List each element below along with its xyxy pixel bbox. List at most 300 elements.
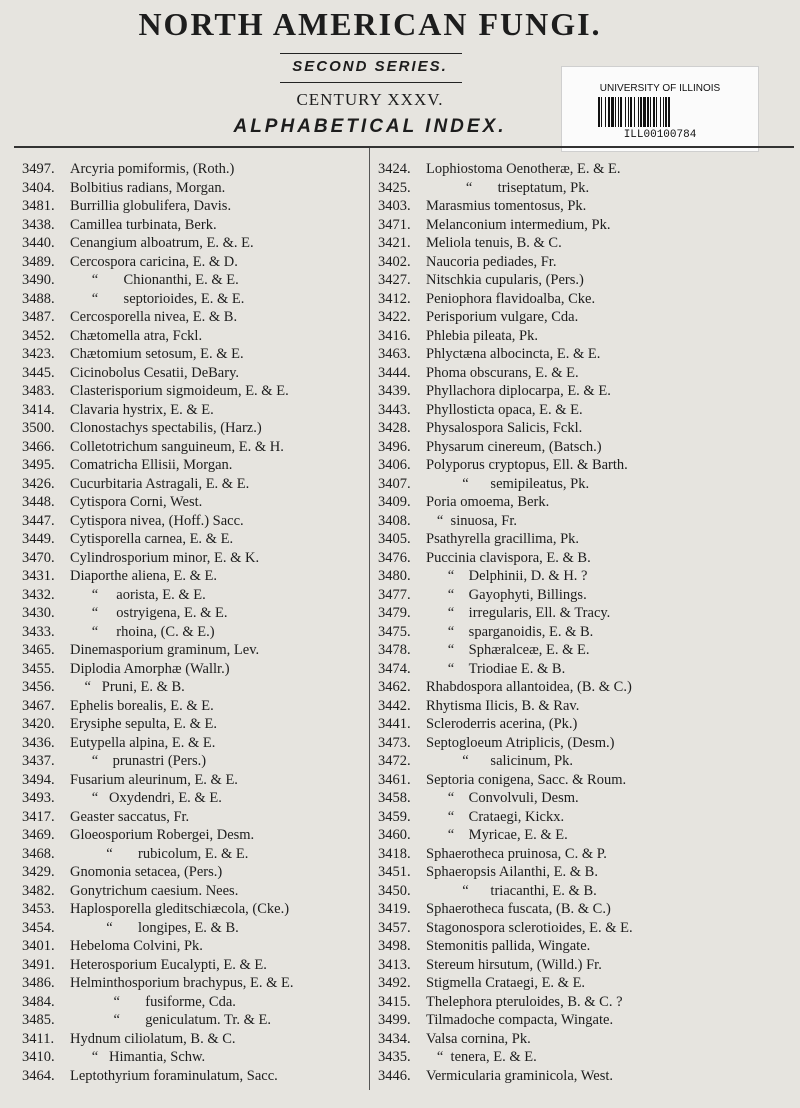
index-entry bbox=[378, 327, 794, 346]
entry-species: “ Chionanthi, E. & E. bbox=[70, 272, 239, 288]
entry-number: 3456. bbox=[22, 679, 55, 695]
entry-species: Stagonospora sclerotioides, E. & E. bbox=[426, 919, 633, 936]
entry-species: Lophiostoma Oenotheræ, E. & E. bbox=[426, 161, 621, 177]
entry-species: Dinemasporium graminum, Lev. bbox=[70, 642, 260, 658]
entry-number: 3460. bbox=[378, 827, 411, 843]
index-entry bbox=[378, 549, 794, 568]
entry-species: Hydnum ciliolatum, B. & C. bbox=[70, 1030, 236, 1047]
entry-species: Rhabdospora allantoidea, (B. & C.) bbox=[426, 679, 632, 695]
entry-number: 3457. bbox=[378, 919, 411, 936]
entry-number: 3470. bbox=[22, 549, 55, 566]
title-rule bbox=[280, 53, 462, 54]
entry-number: 3491. bbox=[22, 956, 55, 973]
entry-number: 3496. bbox=[378, 438, 411, 455]
entry-species: Phoma obscurans, E. & E. bbox=[426, 364, 579, 381]
entry-species: Phyllosticta opaca, E. & E. bbox=[426, 401, 583, 418]
entry-species: Burrillia globulifera, Davis. bbox=[70, 198, 232, 214]
entry-species: Bolbitius radians, Morgan. bbox=[70, 179, 226, 196]
entry-number: 3423. bbox=[22, 346, 55, 362]
index-entry bbox=[22, 1048, 368, 1067]
entry-species: Cytisporella carnea, E. & E. bbox=[70, 531, 234, 547]
index-entry bbox=[22, 919, 368, 938]
entry-species: Cucurbitaria Astragali, E. & E. bbox=[70, 475, 250, 492]
index-entry bbox=[378, 900, 794, 919]
entry-species: Gonytrichum caesium. Nees. bbox=[70, 882, 239, 899]
index-entry bbox=[22, 863, 368, 882]
index-entry bbox=[22, 993, 368, 1012]
entry-number: 3422. bbox=[378, 309, 411, 325]
series-rule bbox=[280, 82, 462, 83]
entry-species: “ sparganoidis, E. & B. bbox=[426, 623, 594, 640]
index-entry bbox=[22, 475, 368, 494]
index-entry bbox=[22, 364, 368, 383]
index-entry bbox=[22, 438, 368, 457]
index-entry bbox=[378, 234, 794, 253]
entry-species: Physarum cinereum, (Batsch.) bbox=[426, 438, 602, 455]
index-entry bbox=[22, 234, 368, 253]
entry-number: 3431. bbox=[22, 568, 55, 584]
index-entry bbox=[378, 826, 794, 845]
entry-species: “ Myricae, E. & E. bbox=[426, 827, 568, 843]
entry-species: Chætomium setosum, E. & E. bbox=[70, 346, 244, 362]
index-entry bbox=[22, 882, 368, 901]
index-entry bbox=[378, 456, 794, 475]
index-entry bbox=[22, 641, 368, 660]
entry-species: Polyporus cryptopus, Ell. & Barth. bbox=[426, 457, 628, 473]
entry-number: 3437. bbox=[22, 753, 55, 769]
index-entry bbox=[22, 956, 368, 975]
entry-species: Phlyctæna albocincta, E. & E. bbox=[426, 346, 601, 362]
entry-number: 3494. bbox=[22, 771, 55, 788]
entry-number: 3414. bbox=[22, 401, 55, 418]
index-entry bbox=[22, 179, 368, 198]
entry-number: 3466. bbox=[22, 438, 55, 455]
entry-species: Cicinobolus Cesatii, DeBary. bbox=[70, 364, 240, 381]
entry-number: 3497. bbox=[22, 161, 55, 177]
entry-species: Helminthosporium brachypus, E. & E. bbox=[70, 975, 294, 991]
index-entry bbox=[378, 660, 794, 679]
index-entry bbox=[22, 623, 368, 642]
index-heading: ALPHABETICAL INDEX. bbox=[233, 116, 507, 137]
index-entry bbox=[378, 179, 794, 198]
entry-number: 3483. bbox=[22, 383, 55, 399]
entry-number: 3458. bbox=[378, 790, 411, 806]
index-entry bbox=[378, 1011, 794, 1030]
entry-number: 3440. bbox=[22, 235, 55, 251]
index-entry bbox=[378, 438, 794, 457]
header-rule bbox=[14, 146, 794, 148]
entry-number: 3447. bbox=[22, 512, 55, 529]
index-entry bbox=[378, 530, 794, 549]
index-entry bbox=[22, 1011, 368, 1030]
entry-species: Sphaerotheca pruinosa, C. & P. bbox=[426, 845, 607, 862]
entry-species: Fusarium aleurinum, E. & E. bbox=[70, 771, 238, 788]
index-entry bbox=[378, 697, 794, 716]
index-entry bbox=[22, 345, 368, 364]
barcode-icon bbox=[598, 97, 722, 127]
entry-number: 3481. bbox=[22, 198, 55, 214]
index-entry bbox=[378, 364, 794, 383]
library-barcode-label bbox=[561, 66, 759, 152]
index-entry bbox=[378, 160, 794, 179]
entry-species: “ triacanthi, E. & B. bbox=[426, 882, 597, 899]
entry-number: 3401. bbox=[22, 938, 55, 954]
entry-number: 3479. bbox=[378, 605, 411, 621]
entry-species: “ Crataegi, Kickx. bbox=[426, 808, 565, 825]
entry-species: Cercosporella nivea, E. & B. bbox=[70, 309, 238, 325]
entry-species: Cytispora nivea, (Hoff.) Sacc. bbox=[70, 512, 244, 529]
entry-number: 3407. bbox=[378, 475, 411, 492]
index-entry bbox=[378, 401, 794, 420]
entry-number: 3459. bbox=[378, 808, 411, 825]
index-entry bbox=[22, 401, 368, 420]
index-entry bbox=[22, 197, 368, 216]
entry-number: 3495. bbox=[22, 457, 55, 473]
index-column-right bbox=[378, 160, 794, 1085]
entry-number: 3462. bbox=[378, 679, 411, 695]
index-entry bbox=[378, 493, 794, 512]
entry-number: 3426. bbox=[22, 475, 55, 492]
index-entry bbox=[378, 197, 794, 216]
index-entry bbox=[22, 567, 368, 586]
entry-number: 3442. bbox=[378, 697, 411, 714]
entry-number: 3411. bbox=[22, 1030, 55, 1047]
barcode-number: ILL00100784 bbox=[623, 129, 697, 141]
entry-species: Ephelis borealis, E. & E. bbox=[70, 697, 214, 714]
index-entry bbox=[378, 1067, 794, 1086]
entry-species: Clonostachys spectabilis, (Harz.) bbox=[70, 420, 262, 436]
index-entry bbox=[378, 882, 794, 901]
index-entry bbox=[378, 475, 794, 494]
entry-species: “ triseptatum, Pk. bbox=[426, 179, 590, 196]
entry-number: 3477. bbox=[378, 586, 411, 603]
entry-species: Geaster saccatus, Fr. bbox=[70, 808, 190, 825]
entry-number: 3454. bbox=[22, 919, 55, 936]
index-entry bbox=[378, 863, 794, 882]
entry-species: Sphaeropsis Ailanthi, E. & B. bbox=[426, 864, 598, 880]
entry-number: 3443. bbox=[378, 401, 411, 418]
index-entry bbox=[378, 1048, 794, 1067]
index-entry bbox=[22, 216, 368, 235]
index-entry bbox=[22, 327, 368, 346]
index-entry bbox=[22, 734, 368, 753]
entry-species: Poria omoema, Berk. bbox=[426, 494, 550, 510]
index-entry bbox=[22, 826, 368, 845]
index-entry bbox=[22, 512, 368, 531]
index-entry bbox=[22, 1067, 368, 1086]
entry-number: 3434. bbox=[378, 1030, 411, 1047]
entry-number: 3425. bbox=[378, 179, 411, 196]
index-entry bbox=[378, 715, 794, 734]
entry-species: “ irregularis, Ell. & Tracy. bbox=[426, 605, 611, 621]
entry-number: 3455. bbox=[22, 660, 55, 677]
index-entry bbox=[22, 160, 368, 179]
index-entry bbox=[22, 493, 368, 512]
entry-species: “ sinuosa, Fr. bbox=[426, 512, 518, 529]
entry-number: 3492. bbox=[378, 975, 411, 991]
index-entry bbox=[378, 752, 794, 771]
index-entry bbox=[378, 271, 794, 290]
entry-number: 3427. bbox=[378, 272, 411, 288]
entry-species: Vermicularia graminicola, West. bbox=[426, 1067, 613, 1084]
entry-species: Hebeloma Colvini, Pk. bbox=[70, 938, 203, 954]
entry-number: 3406. bbox=[378, 457, 411, 473]
entry-species: Stigmella Crataegi, E. & E. bbox=[426, 975, 586, 991]
index-entry bbox=[378, 678, 794, 697]
entry-number: 3499. bbox=[378, 1012, 411, 1028]
entry-species: “ Triodiae E. & B. bbox=[426, 660, 566, 677]
index-entry bbox=[378, 382, 794, 401]
index-entry bbox=[22, 974, 368, 993]
page-title: NORTH AMERICAN FUNGI. bbox=[138, 6, 602, 42]
entry-number: 3486. bbox=[22, 975, 55, 991]
entry-species: Chætomella atra, Fckl. bbox=[70, 327, 203, 344]
entry-species: “ Pruni, E. & B. bbox=[70, 679, 185, 695]
index-entry bbox=[22, 789, 368, 808]
entry-species: “ Convolvuli, Desm. bbox=[426, 790, 579, 806]
index-entry bbox=[378, 216, 794, 235]
entry-number: 3471. bbox=[378, 216, 411, 233]
entry-number: 3490. bbox=[22, 272, 55, 288]
entry-number: 3485. bbox=[22, 1012, 55, 1028]
entry-number: 3489. bbox=[22, 253, 55, 270]
index-entry bbox=[22, 845, 368, 864]
entry-number: 3451. bbox=[378, 864, 411, 880]
index-entry bbox=[22, 308, 368, 327]
entry-number: 3473. bbox=[378, 734, 411, 751]
index-entry bbox=[378, 623, 794, 642]
index-entry bbox=[22, 253, 368, 272]
entry-species: Valsa cornina, Pk. bbox=[426, 1030, 531, 1047]
entry-number: 3474. bbox=[378, 660, 411, 677]
entry-species: Stereum hirsutum, (Willd.) Fr. bbox=[426, 956, 602, 973]
entry-species: Eutypella alpina, E. & E. bbox=[70, 734, 216, 751]
entry-number: 3493. bbox=[22, 790, 55, 806]
index-entry bbox=[378, 641, 794, 660]
index-entry bbox=[22, 586, 368, 605]
barcode-institution: UNIVERSITY OF ILLINOIS bbox=[599, 83, 721, 94]
entry-number: 3475. bbox=[378, 623, 411, 640]
series-heading: SECOND SERIES. bbox=[292, 58, 448, 75]
entry-species: “ rhoina, (C. & E.) bbox=[70, 623, 215, 640]
entry-species: “ geniculatum. Tr. & E. bbox=[70, 1012, 271, 1028]
index-entry bbox=[378, 956, 794, 975]
index-entry bbox=[22, 900, 368, 919]
entry-number: 3417. bbox=[22, 808, 55, 825]
index-entry bbox=[378, 586, 794, 605]
entry-species: Psathyrella gracillima, Pk. bbox=[426, 531, 580, 547]
entry-number: 3482. bbox=[22, 882, 55, 899]
entry-species: Colletotrichum sanguineum, E. & H. bbox=[70, 438, 284, 455]
entry-species: Scleroderris acerina, (Pk.) bbox=[426, 716, 578, 732]
entry-number: 3478. bbox=[378, 642, 411, 658]
entry-number: 3472. bbox=[378, 753, 411, 769]
entry-species: “ Oxydendri, E. & E. bbox=[70, 790, 222, 806]
index-entry bbox=[378, 512, 794, 531]
entry-species: Gloeosporium Robergei, Desm. bbox=[70, 827, 255, 843]
entry-species: Camillea turbinata, Berk. bbox=[70, 216, 217, 233]
index-entry bbox=[22, 771, 368, 790]
index-entry bbox=[378, 734, 794, 753]
index-entry bbox=[22, 604, 368, 623]
index-entry bbox=[22, 678, 368, 697]
entry-species: Rhytisma Ilicis, B. & Rav. bbox=[426, 697, 580, 714]
index-entry bbox=[378, 789, 794, 808]
entry-number: 3415. bbox=[378, 993, 411, 1010]
entry-number: 3428. bbox=[378, 420, 411, 436]
entry-number: 3469. bbox=[22, 827, 55, 843]
entry-species: Clasterisporium sigmoideum, E. & E. bbox=[70, 383, 289, 399]
index-entry bbox=[378, 567, 794, 586]
entry-species: Septogloeum Atriplicis, (Desm.) bbox=[426, 734, 615, 751]
entry-number: 3402. bbox=[378, 253, 411, 270]
index-entry bbox=[378, 993, 794, 1012]
entry-number: 3441. bbox=[378, 716, 411, 732]
entry-number: 3413. bbox=[378, 956, 411, 973]
entry-number: 3476. bbox=[378, 549, 411, 566]
entry-number: 3487. bbox=[22, 309, 55, 325]
index-column-left bbox=[22, 160, 368, 1085]
index-entry bbox=[378, 937, 794, 956]
entry-species: Puccinia clavispora, E. & B. bbox=[426, 549, 591, 566]
entry-species: Naucoria pediades, Fr. bbox=[426, 253, 557, 270]
entry-species: “ ostryigena, E. & E. bbox=[70, 605, 228, 621]
entry-number: 3408. bbox=[378, 512, 411, 529]
entry-species: “ Delphinii, D. & H. ? bbox=[426, 568, 588, 584]
entry-species: Marasmius tomentosus, Pk. bbox=[426, 198, 587, 214]
index-entry bbox=[22, 271, 368, 290]
entry-number: 3445. bbox=[22, 364, 55, 381]
entry-number: 3435. bbox=[378, 1049, 411, 1065]
entry-number: 3410. bbox=[22, 1049, 55, 1065]
index-entry bbox=[378, 253, 794, 272]
entry-species: Phyllachora diplocarpa, E. & E. bbox=[426, 383, 611, 399]
entry-number: 3450. bbox=[378, 882, 411, 899]
entry-number: 3461. bbox=[378, 771, 411, 788]
entry-number: 3484. bbox=[22, 993, 55, 1010]
entry-species: Cytispora Corni, West. bbox=[70, 494, 203, 510]
index-entry bbox=[22, 290, 368, 309]
entry-species: Nitschkia cupularis, (Pers.) bbox=[426, 272, 584, 288]
index-entry bbox=[22, 1030, 368, 1049]
entry-number: 3444. bbox=[378, 364, 411, 381]
entry-species: “ Gayophyti, Billings. bbox=[426, 586, 587, 603]
entry-number: 3452. bbox=[22, 327, 55, 344]
index-entry bbox=[22, 697, 368, 716]
entry-species: “ longipes, E. & B. bbox=[70, 919, 239, 936]
entry-number: 3465. bbox=[22, 642, 55, 658]
index-entry bbox=[22, 937, 368, 956]
entry-species: “ Sphæralceæ, E. & E. bbox=[426, 642, 590, 658]
index-entry bbox=[22, 549, 368, 568]
entry-species: “ septorioides, E. & E. bbox=[70, 290, 245, 307]
entry-number: 3436. bbox=[22, 734, 55, 751]
index-entry bbox=[378, 290, 794, 309]
entry-species: “ semipileatus, Pk. bbox=[426, 475, 590, 492]
column-divider bbox=[369, 148, 370, 1090]
index-entry bbox=[22, 715, 368, 734]
century-heading: CENTURY XXXV. bbox=[296, 90, 444, 109]
entry-number: 3421. bbox=[378, 235, 411, 251]
entry-number: 3488. bbox=[22, 290, 55, 307]
index-entry bbox=[378, 974, 794, 993]
index-entry bbox=[22, 382, 368, 401]
index-entry bbox=[22, 752, 368, 771]
entry-species: Thelephora pteruloides, B. & C. ? bbox=[426, 993, 623, 1010]
entry-number: 3448. bbox=[22, 494, 55, 510]
index-entry bbox=[22, 660, 368, 679]
entry-species: Phlebia pileata, Pk. bbox=[426, 327, 538, 344]
entry-species: Arcyria pomiformis, (Roth.) bbox=[70, 161, 235, 177]
entry-number: 3404. bbox=[22, 179, 55, 196]
entry-number: 3405. bbox=[378, 531, 411, 547]
entry-species: Sphaerotheca fuscata, (B. & C.) bbox=[426, 901, 611, 917]
entry-species: Diplodia Amorphæ (Wallr.) bbox=[70, 660, 230, 677]
entry-species: “ salicinum, Pk. bbox=[426, 753, 574, 769]
entry-species: Leptothyrium foraminulatum, Sacc. bbox=[70, 1067, 278, 1084]
index-entry bbox=[22, 456, 368, 475]
entry-species: Physalospora Salicis, Fckl. bbox=[426, 420, 583, 436]
entry-number: 3433. bbox=[22, 623, 55, 640]
entry-number: 3418. bbox=[378, 845, 411, 862]
entry-number: 3480. bbox=[378, 568, 411, 584]
entry-number: 3438. bbox=[22, 216, 55, 233]
index-entry bbox=[22, 530, 368, 549]
entry-species: Cenangium alboatrum, E. &. E. bbox=[70, 235, 254, 251]
entry-species: Diaporthe aliena, E. & E. bbox=[70, 568, 217, 584]
entry-species: “ fusiforme, Cda. bbox=[70, 993, 236, 1010]
entry-species: Septoria conigena, Sacc. & Roum. bbox=[426, 771, 627, 788]
entry-species: “ tenera, E. & E. bbox=[426, 1049, 537, 1065]
entry-number: 3416. bbox=[378, 327, 411, 344]
entry-number: 3412. bbox=[378, 290, 411, 307]
entry-species: Meliola tenuis, B. & C. bbox=[426, 235, 562, 251]
entry-species: Heterosporium Eucalypti, E. & E. bbox=[70, 956, 267, 973]
entry-number: 3498. bbox=[378, 938, 411, 954]
entry-number: 3419. bbox=[378, 901, 411, 917]
index-entry bbox=[378, 345, 794, 364]
entry-species: “ prunastri (Pers.) bbox=[70, 753, 207, 769]
entry-species: “ Himantia, Schw. bbox=[70, 1049, 206, 1065]
entry-number: 3446. bbox=[378, 1067, 411, 1084]
entry-number: 3449. bbox=[22, 531, 55, 547]
index-entry bbox=[22, 419, 368, 438]
entry-species: Tilmadoche compacta, Wingate. bbox=[426, 1012, 614, 1028]
entry-number: 3464. bbox=[22, 1067, 55, 1084]
index-entry bbox=[378, 845, 794, 864]
index-entry bbox=[378, 808, 794, 827]
entry-species: Perisporium vulgare, Cda. bbox=[426, 309, 579, 325]
entry-number: 3430. bbox=[22, 605, 55, 621]
entry-species: Stemonitis pallida, Wingate. bbox=[426, 938, 591, 954]
entry-number: 3409. bbox=[378, 494, 411, 510]
index-entry bbox=[378, 919, 794, 938]
entry-number: 3432. bbox=[22, 586, 55, 603]
entry-number: 3429. bbox=[22, 864, 55, 880]
entry-species: Melanconium intermedium, Pk. bbox=[426, 216, 611, 233]
entry-species: “ rubicolum, E. & E. bbox=[70, 845, 249, 862]
entry-number: 3439. bbox=[378, 383, 411, 399]
index-entry bbox=[378, 308, 794, 327]
entry-species: Clavaria hystrix, E. & E. bbox=[70, 401, 214, 418]
index-entry bbox=[378, 604, 794, 623]
index-entry bbox=[378, 1030, 794, 1049]
entry-number: 3468. bbox=[22, 845, 55, 862]
entry-species: Peniophora flavidoalba, Cke. bbox=[426, 290, 596, 307]
entry-species: Haplosporella gleditschiæcola, (Cke.) bbox=[70, 901, 290, 917]
entry-number: 3424. bbox=[378, 161, 411, 177]
entry-number: 3463. bbox=[378, 346, 411, 362]
